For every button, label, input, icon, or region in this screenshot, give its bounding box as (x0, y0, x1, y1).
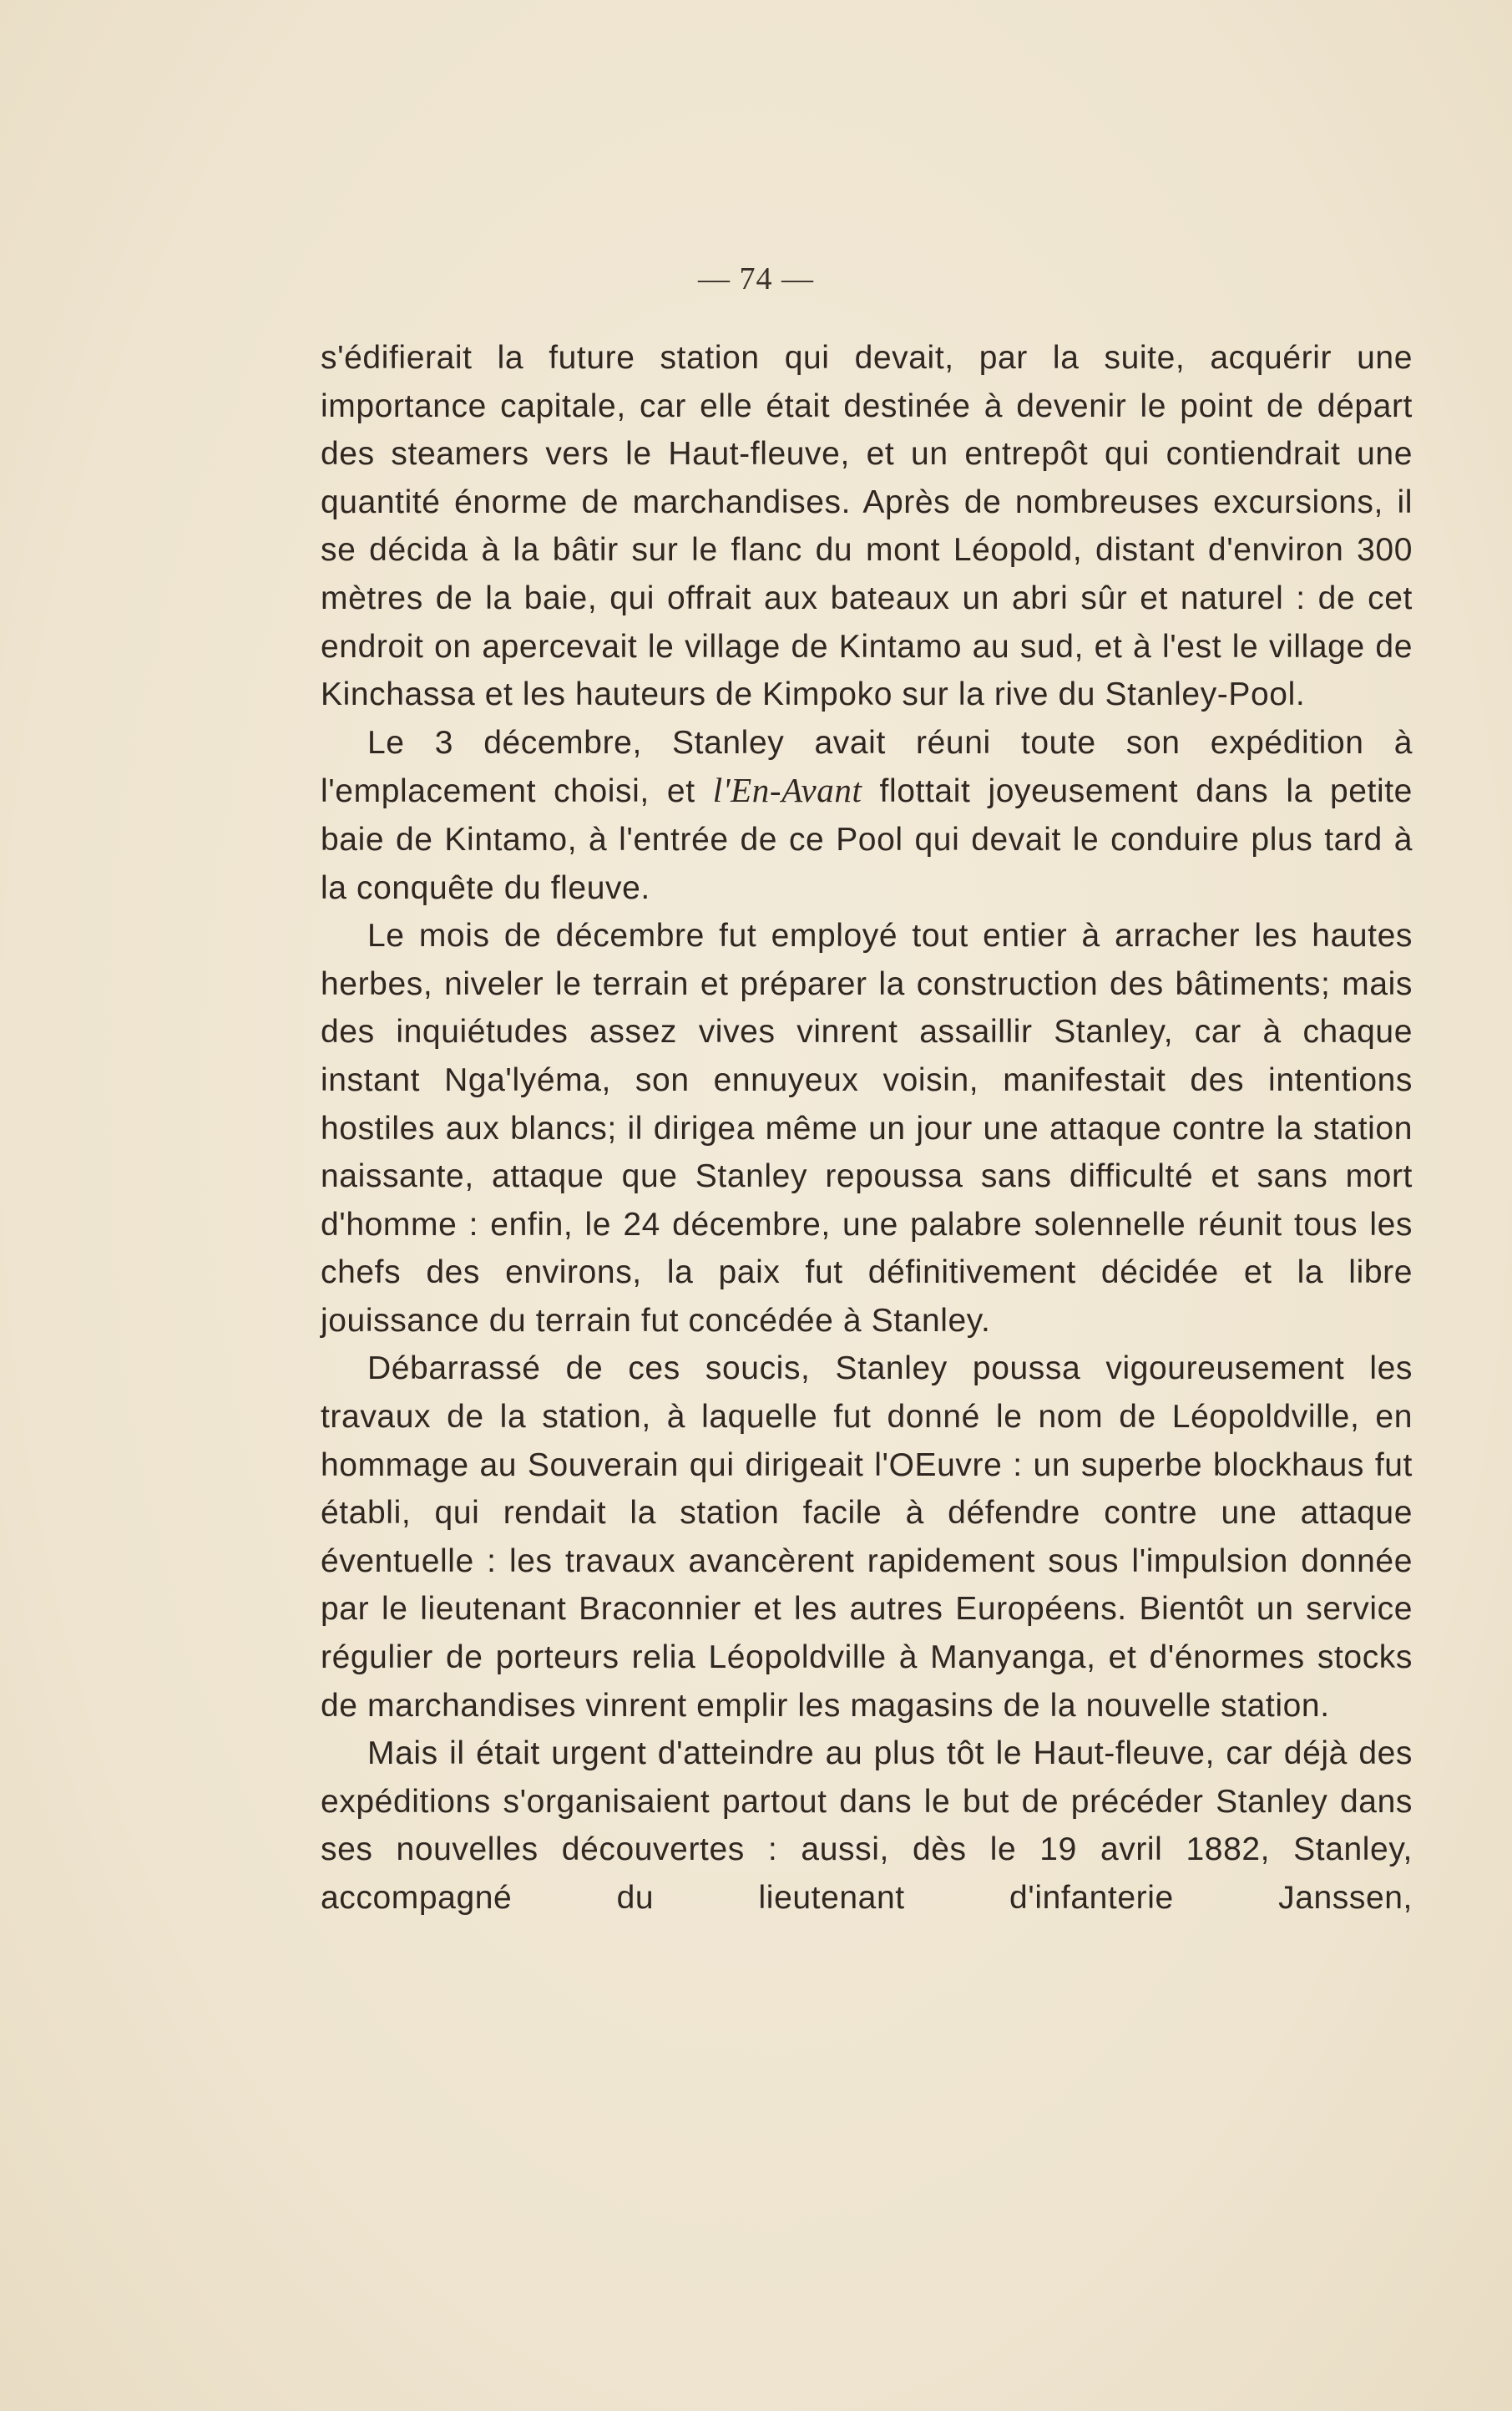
paragraph-2 (321, 719, 1413, 912)
body-text (321, 334, 1413, 1922)
paragraph-2-text-a: Le 3 décembre, Stanley avait réuni toute son expédition à l'emplacement choisi, et (321, 724, 1413, 810)
paragraph-3: Le mois de décembre fut employé tout entier à arracher les hautes herbes, niveler le terrain et préparer la construction des bâtiments; mais des inquiétudes assez vives vinrent assaillir Stanley, car à chaque instant Nga'lyéma, son ennuyeux voisin, manifestait des intentions hostiles aux blancs; il dirigea même un jour une attaque contre la station naissante, attaque que Stanley repoussa sans difficulté et sans mort d'homme : enfin, le 24 décembre, une palabre solennelle réunit tous les chefs des environs, la paix fut définitivement décidée et la libre jouissance du terrain fut concédée à Stanley. (321, 918, 1413, 1339)
paragraph-5: Mais il était urgent d'atteindre au plus tôt le Haut-fleuve, car déjà des expéditions s'organisaient partout dans le but de précéder Stanley dans ses nouvelles découvertes : aussi, dès le 19 avril 1882, Stanley, accompagné du lieutenant d'infanterie Janssen, (321, 1735, 1413, 1916)
ship-name-italic: l'En-Avant (712, 771, 862, 810)
page-number: — 74 — (698, 261, 814, 296)
paragraph-2-text-b: flottait joyeusement dans la petite baie de Kintamo, à l'entrée de ce Pool qui devait le conduire plus tard à la conquête du fleuve. (321, 773, 1413, 906)
paragraph-1: s'édifierait la future station qui devait, par la suite, acquérir une importance capitale, car elle était destinée à devenir le point de départ des steamers vers le Haut-fleuve, et un entrepôt qui contiendrait une quantité énorme de marchandises. Après de nombreuses excursions, il se décida à la bâtir sur le flanc du mont Léopold, distant d'environ 300 mètres de la baie, qui offrait aux bateaux un abri sûr et naturel : de cet endroit on apercevait le village de Kintamo au sud, et à l'est le village de Kinchassa et les hauteurs de Kimpoko sur la rive du Stanley-Pool. (321, 340, 1413, 713)
paragraph-4: Débarrassé de ces soucis, Stanley poussa vigoureusement les travaux de la station, à laquelle fut donné le nom de Léopoldville, en hommage au Souverain qui dirigeait l'OEuvre : un superbe blockhaus fut établi, qui rendait la station facile à défendre contre une attaque éventuelle : les travaux avancèrent rapidement sous l'impulsion donnée par le lieutenant Braconnier et les autres Européens. Bientôt un service régulier de porteurs relia Léopoldville à Manyanga, et d'énormes stocks de marchandises vinrent emplir les magasins de la nouvelle station. (321, 1350, 1413, 1724)
